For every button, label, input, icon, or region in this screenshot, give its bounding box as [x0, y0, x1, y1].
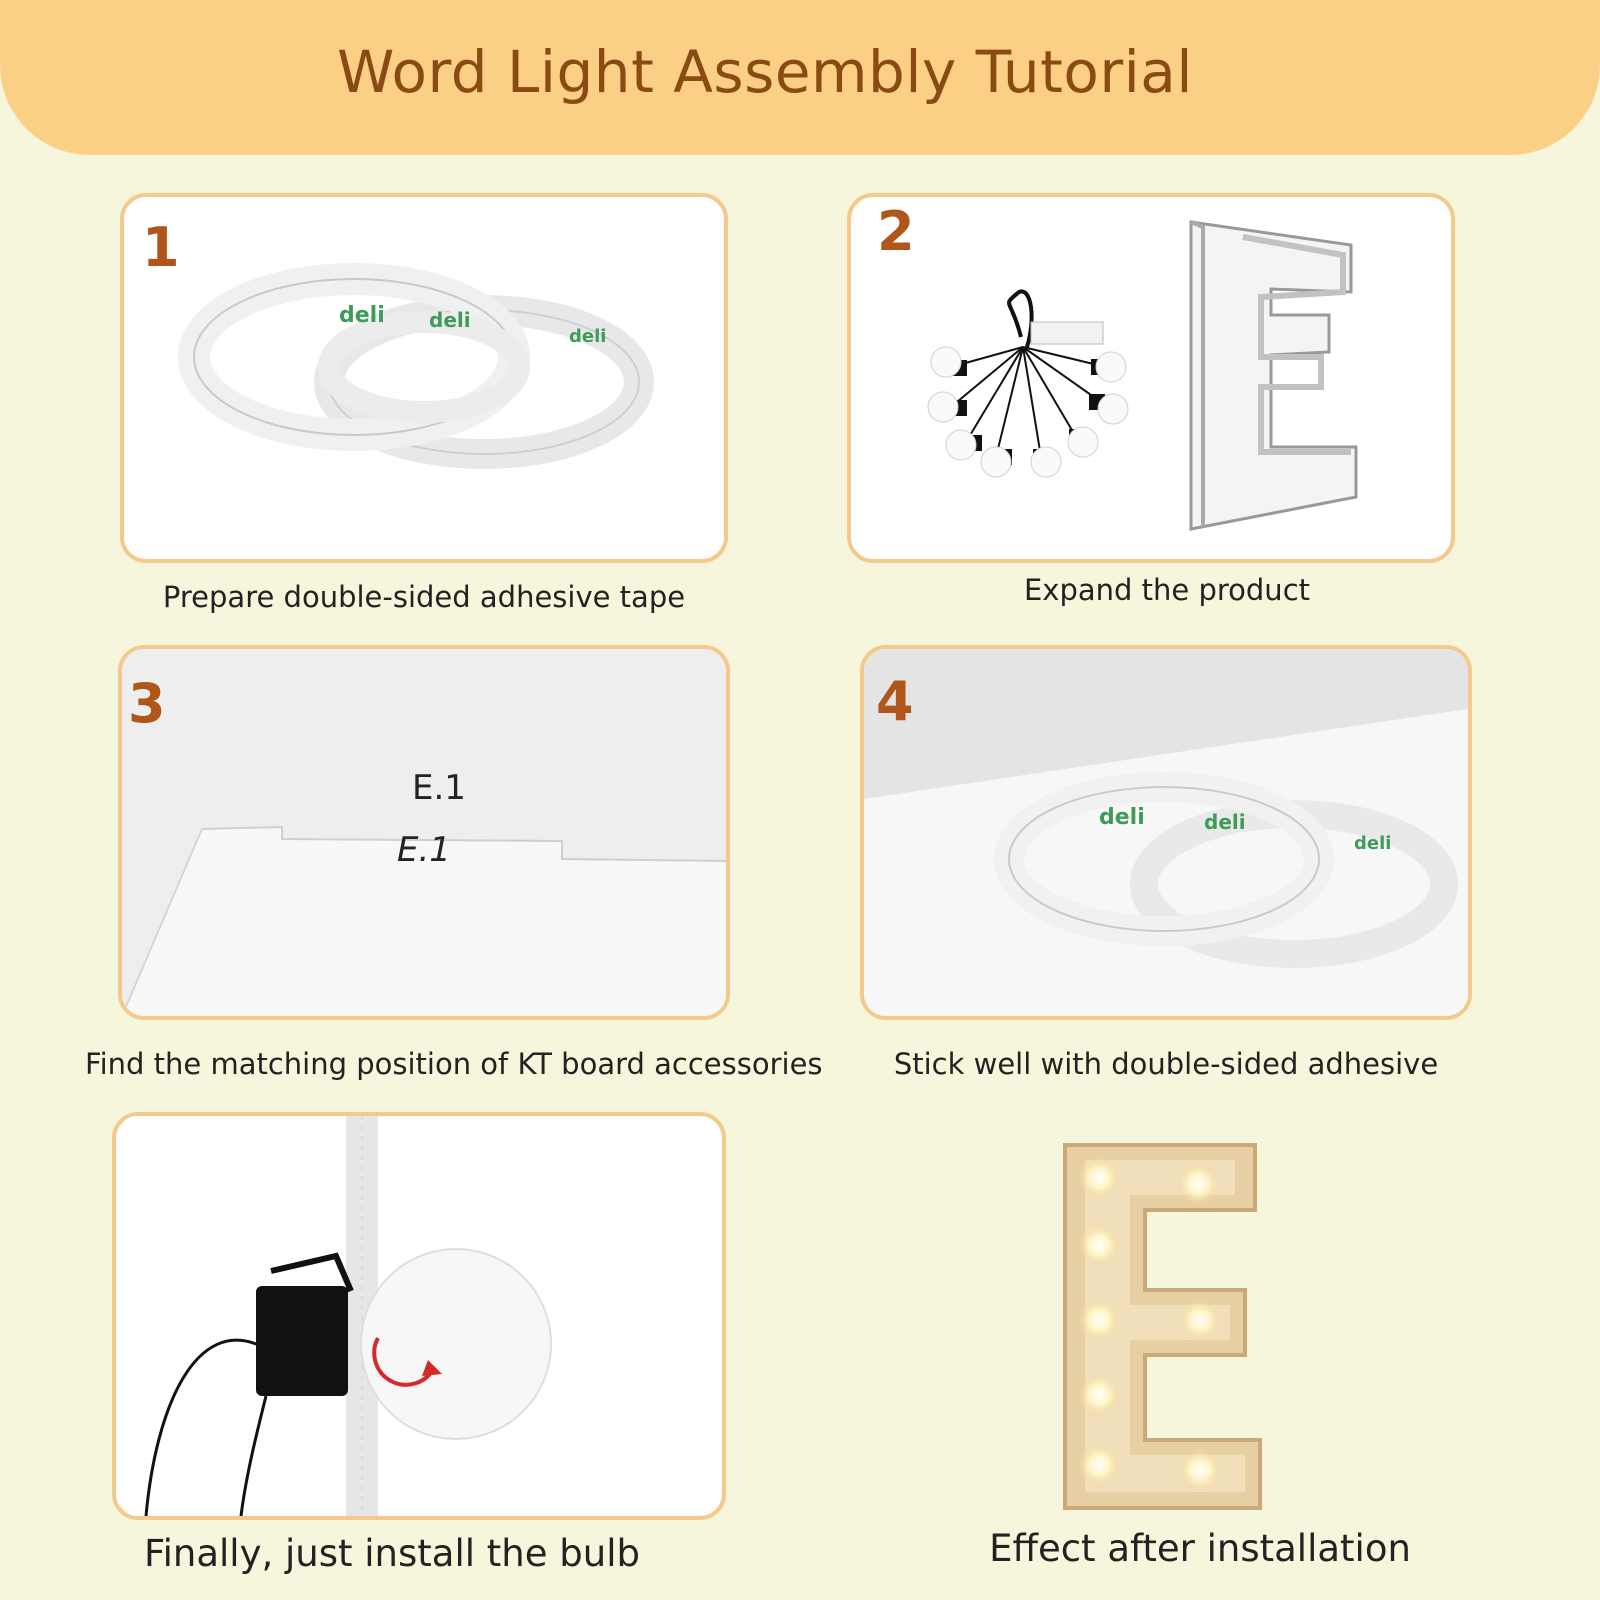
lit-letter-e-image [1055, 1140, 1265, 1512]
step-number: 3 [128, 672, 166, 735]
tape-rolls-image [124, 197, 724, 559]
label-e1-bottom: E.1 [397, 830, 451, 870]
bulb-install-image [116, 1116, 722, 1516]
step-5-caption: Finally, just install the bulb [144, 1532, 640, 1575]
tape-brand-label: deli [1204, 810, 1246, 834]
step-4-card [860, 645, 1472, 1020]
page-title: Word Light Assembly Tutorial [337, 38, 1193, 106]
step-2-caption: Expand the product [1023, 573, 1311, 607]
product-parts-image [851, 197, 1451, 559]
kt-board-image [122, 649, 726, 1016]
tape-on-board-image [864, 649, 1468, 1016]
tape-brand-label: deli [429, 308, 471, 332]
step-3-caption: Find the matching position of KT board accessories [85, 1047, 823, 1081]
step-number: 2 [877, 200, 915, 263]
letter-e-frame-icon [1191, 222, 1356, 529]
step-1-card [120, 193, 728, 563]
step-4-caption: Stick well with double-sided adhesive [893, 1047, 1439, 1081]
effect-caption: Effect after installation [989, 1527, 1411, 1570]
light-string-icon [928, 291, 1128, 477]
tape-brand-label: deli [1099, 805, 1145, 830]
step-number: 4 [876, 670, 914, 733]
step-number: 1 [142, 216, 180, 279]
tape-brand-label: deli [569, 326, 607, 347]
step-5-card [112, 1112, 726, 1520]
tape-brand-label: deli [1354, 833, 1392, 854]
step-2-card [847, 193, 1455, 563]
label-e1-top: E.1 [412, 768, 466, 808]
tape-brand-label: deli [339, 303, 385, 328]
step-1-caption: Prepare double-sided adhesive tape [162, 580, 686, 614]
step-3-card [118, 645, 730, 1020]
